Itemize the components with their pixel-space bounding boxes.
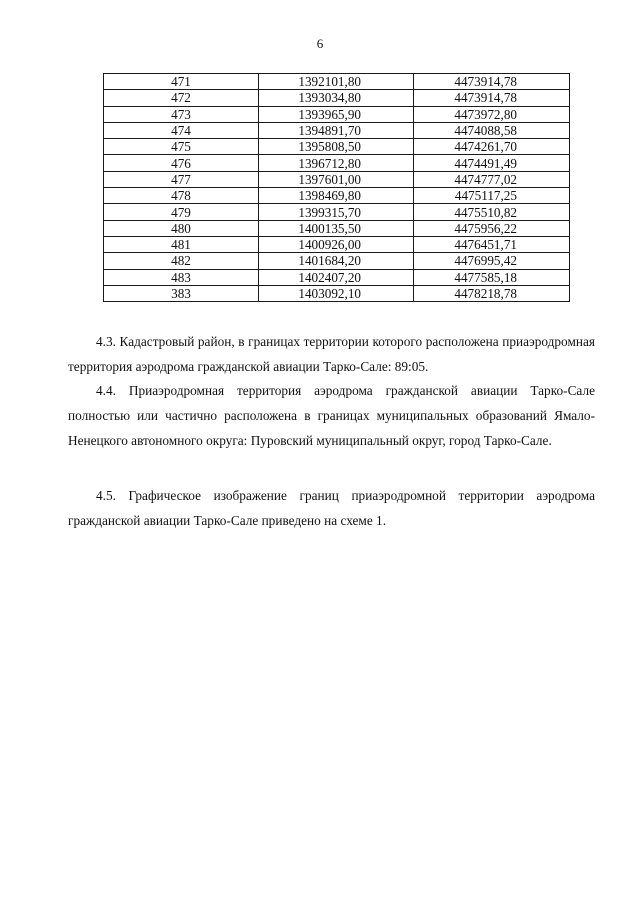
x-coordinate-cell: 1399315,70 (259, 204, 414, 220)
table-row (104, 253, 570, 269)
table-row (104, 220, 570, 236)
paragraph-4-4: 4.4. Приаэродромная территория аэродрома гражданской авиации Тарко-Сале полностью или частично расположена в границах муниципальных образований Ямало-Ненецкого автономного округа: Пуровский муниципальный округ, город Тарко-Сале. (68, 383, 595, 448)
x-coordinate-cell: 1402407,20 (259, 269, 414, 285)
y-coordinate-cell: 4474088,58 (414, 122, 570, 138)
table-row (104, 188, 570, 204)
table-row (104, 285, 570, 301)
y-coordinate-cell: 4476451,71 (414, 236, 570, 252)
table-row (104, 269, 570, 285)
y-coordinate-cell: 4475510,82 (414, 204, 570, 220)
point-number-cell: 483 (104, 269, 259, 285)
y-coordinate-cell: 4474261,70 (414, 139, 570, 155)
table-row (104, 139, 570, 155)
table-row (104, 106, 570, 122)
table-row (104, 155, 570, 171)
point-number-cell: 471 (104, 74, 259, 90)
page-number: 6 (316, 36, 324, 51)
y-coordinate-cell: 4478218,78 (414, 285, 570, 301)
x-coordinate-cell: 1396712,80 (259, 155, 414, 171)
x-coordinate-cell: 1397601,00 (259, 171, 414, 187)
x-coordinate-cell: 1392101,80 (259, 74, 414, 90)
x-coordinate-cell: 1395808,50 (259, 139, 414, 155)
x-coordinate-cell: 1400926,00 (259, 236, 414, 252)
point-number-cell: 474 (104, 122, 259, 138)
point-number-cell: 480 (104, 220, 259, 236)
point-number-cell: 478 (104, 188, 259, 204)
point-number-cell: 475 (104, 139, 259, 155)
point-number-cell: 476 (104, 155, 259, 171)
y-coordinate-cell: 4473972,80 (414, 106, 570, 122)
paragraph-4-3: 4.3. Кадастровый район, в границах территории которого расположена приаэродромная территория аэродрома гражданской авиации Тарко-Сале: 89:05. (68, 334, 595, 374)
x-coordinate-cell: 1393034,80 (259, 90, 414, 106)
x-coordinate-cell: 1394891,70 (259, 122, 414, 138)
y-coordinate-cell: 4474777,02 (414, 171, 570, 187)
y-coordinate-cell: 4474491,49 (414, 155, 570, 171)
x-coordinate-cell: 1400135,50 (259, 220, 414, 236)
point-number-cell: 472 (104, 90, 259, 106)
table-row (104, 204, 570, 220)
x-coordinate-cell: 1398469,80 (259, 188, 414, 204)
point-number-cell: 482 (104, 253, 259, 269)
point-number-cell: 479 (104, 204, 259, 220)
point-number-cell: 481 (104, 236, 259, 252)
y-coordinate-cell: 4476995,42 (414, 253, 570, 269)
y-coordinate-cell: 4475956,22 (414, 220, 570, 236)
y-coordinate-cell: 4477585,18 (414, 269, 570, 285)
x-coordinate-cell: 1393965,90 (259, 106, 414, 122)
table-row (104, 74, 570, 90)
table-row (104, 122, 570, 138)
y-coordinate-cell: 4473914,78 (414, 90, 570, 106)
table-row (104, 171, 570, 187)
point-number-cell: 473 (104, 106, 259, 122)
table-row (104, 90, 570, 106)
y-coordinate-cell: 4475117,25 (414, 188, 570, 204)
y-coordinate-cell: 4473914,78 (414, 74, 570, 90)
paragraph-4-5: 4.5. Графическое изображение границ приаэродромной территории аэродрома гражданской авиации Тарко-Сале приведено на схеме 1. (68, 488, 595, 528)
table-row (104, 236, 570, 252)
point-number-cell: 477 (104, 171, 259, 187)
coordinates-table-body (104, 74, 570, 302)
point-number-cell: 383 (104, 285, 259, 301)
x-coordinate-cell: 1401684,20 (259, 253, 414, 269)
coordinates-table (103, 73, 570, 302)
x-coordinate-cell: 1403092,10 (259, 285, 414, 301)
